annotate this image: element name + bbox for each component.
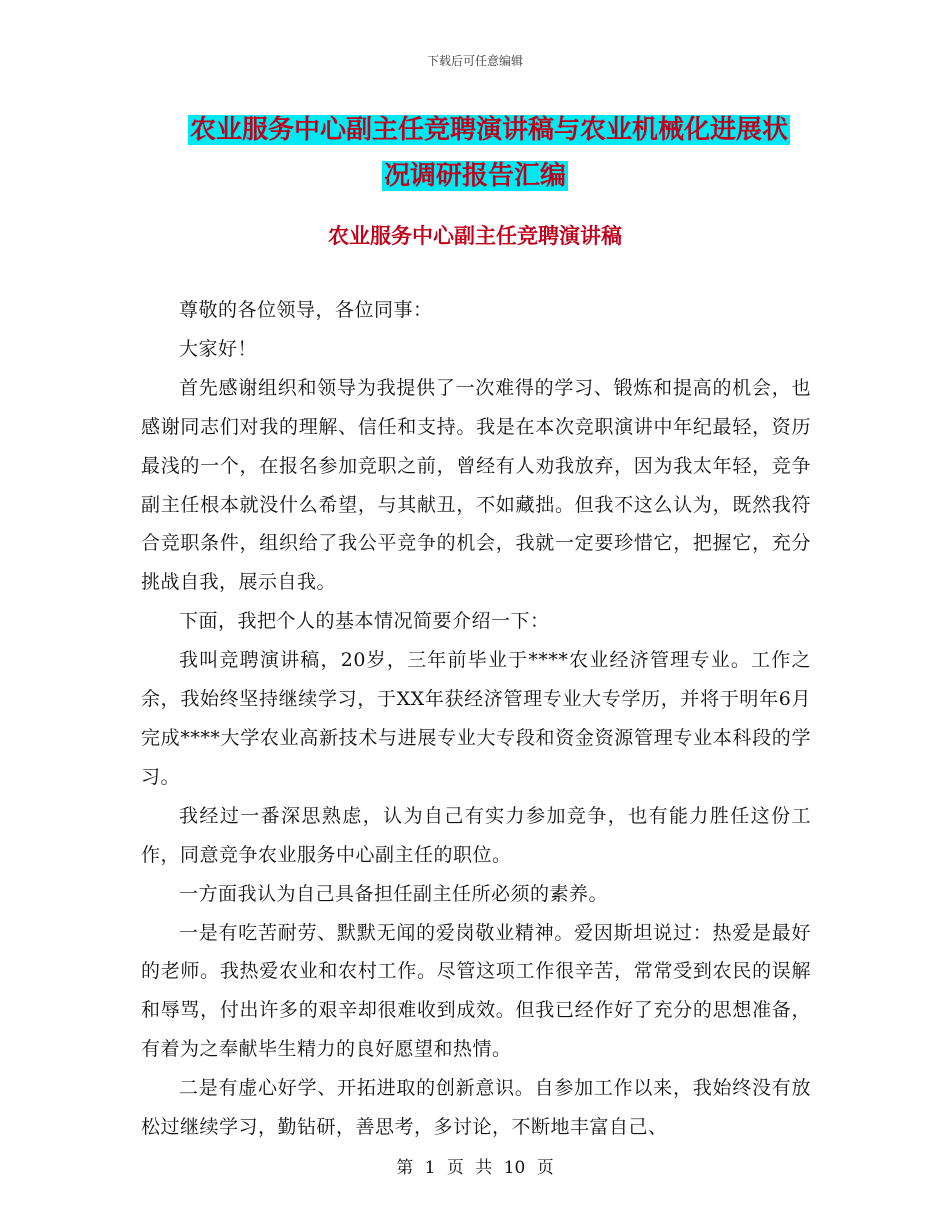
paragraph: 我经过一番深思熟虑，认为自己有实力参加竞争，也有能力胜任这份工作，同意竞争农业服务中心副主任的职位。 bbox=[141, 804, 811, 866]
paragraph: 我叫竞聘演讲稿，20岁，三年前毕业于****农业经济管理专业。工作之余，我始终坚持继续学习，于XX年获经济管理专业大专学历，并将于明年6月完成****大学农业高新技术与进展专业大专段和资金资源管理专业本科段的学习。 bbox=[141, 649, 811, 788]
paragraph: 一方面我认为自己具备担任副主任所必须的素养。 bbox=[179, 882, 609, 905]
document-title-line-1: 农业服务中心副主任竞聘演讲稿与农业机械化进展状 bbox=[189, 115, 788, 145]
paragraph: 大家好！ bbox=[179, 337, 258, 360]
document-body bbox=[141, 291, 811, 1147]
document-title-line-2: 况调研报告汇编 bbox=[383, 161, 566, 191]
section-title: 农业服务中心副主任竞聘演讲稿 bbox=[328, 224, 622, 248]
page-footer: 第 1 页 共 10 页 bbox=[396, 1158, 554, 1178]
paragraph: 二是有虚心好学、开拓进取的创新意识。自参加工作以来，我始终没有放松过继续学习，勤钻研，善思考，多讨论，不断地丰富自己、 bbox=[141, 1077, 811, 1139]
paragraph: 首先感谢组织和领导为我提供了一次难得的学习、锻炼和提高的机会，也感谢同志们对我的理解、信任和支持。我是在本次竞职演讲中年纪最轻，资历最浅的一个，在报名参加竞职之前，曾经有人劝我放弃，因为我太年轻，竞争副主任根本就没什么希望，与其献丑，不如藏拙。但我不这么认为，既然我符合竞职条件，组织给了我公平竞争的机会，我就一定要珍惜它，把握它，充分挑战自我，展示自我。 bbox=[141, 376, 811, 594]
paragraph: 一是有吃苦耐劳、默默无闻的爱岗敬业精神。爱因斯坦说过：热爱是最好的老师。我热爱农业和农村工作。尽管这项工作很辛苦，常常受到农民的误解和辱骂，付出许多的艰辛却很难收到成效。但我已经作好了充分的思想准备，有着为之奉献毕生精力的良好愿望和热情。 bbox=[141, 921, 811, 1061]
paragraph: 尊敬的各位领导，各位同事： bbox=[179, 299, 433, 321]
page-header-note: 下载后可任意编辑 bbox=[426, 54, 523, 68]
paragraph: 下面，我把个人的基本情况简要介绍一下： bbox=[179, 610, 550, 633]
